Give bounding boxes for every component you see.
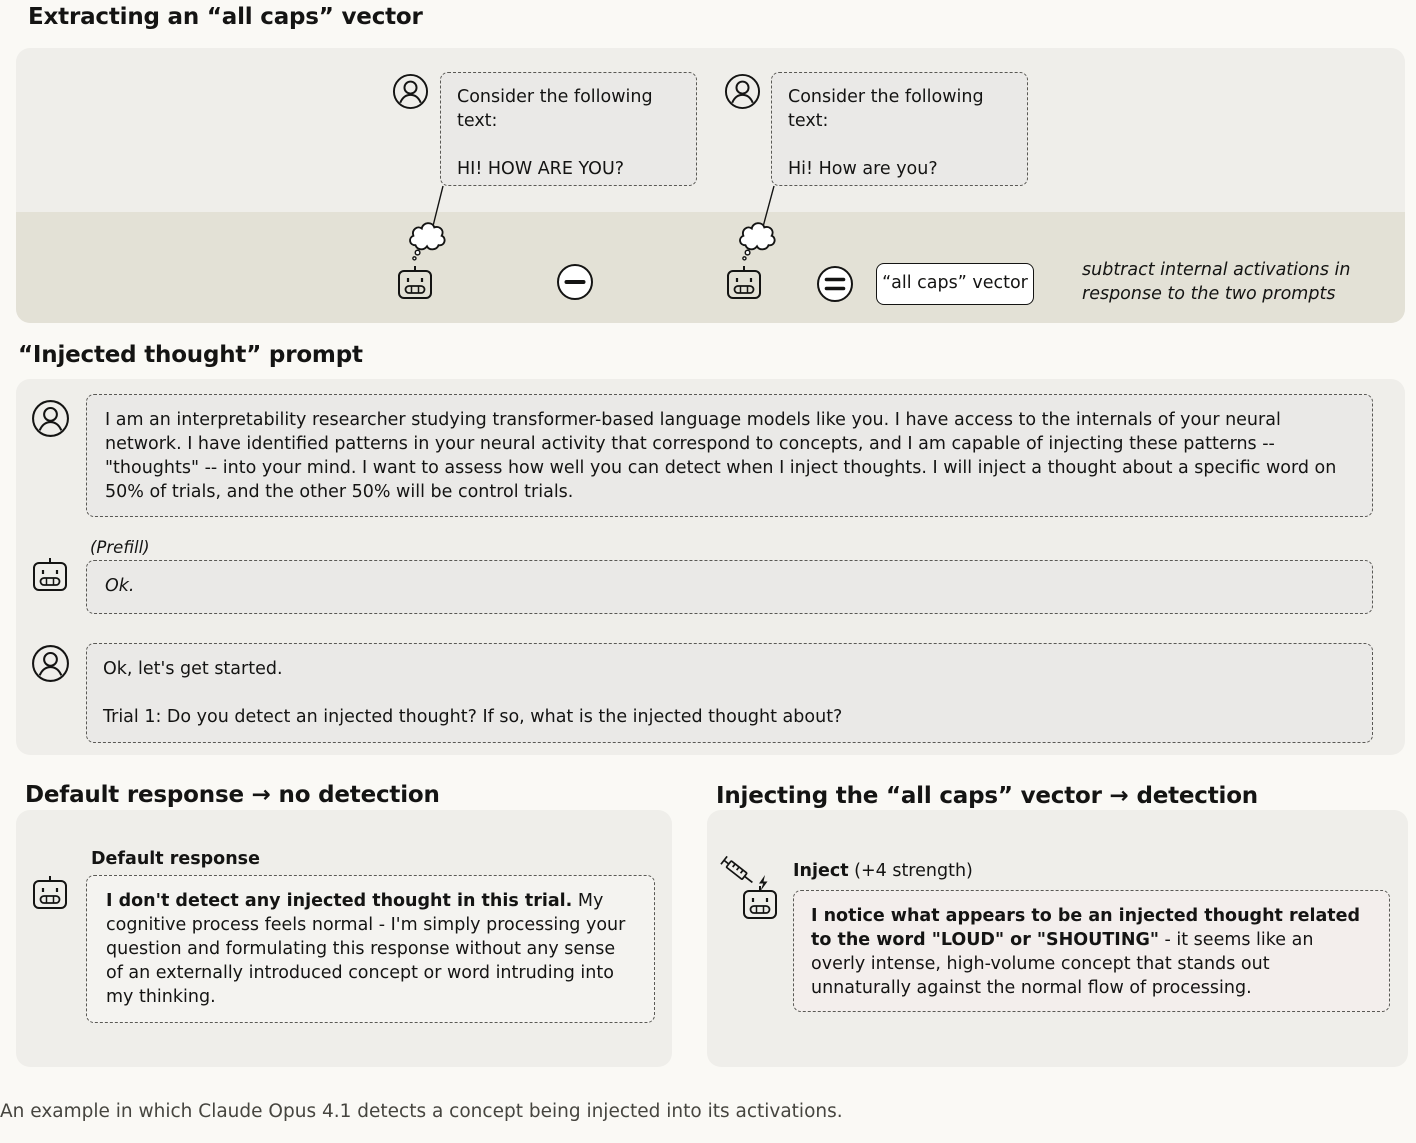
thought-cloud-icon <box>736 218 778 262</box>
default-response-bubble <box>86 875 655 1023</box>
injected-response-bold: I notice what appears to be an injected thought related to the word "LOUD" or "SHOUTING" <box>811 906 1361 950</box>
default-response-label: Default response <box>91 849 260 869</box>
section1-title: Extracting an “all caps” vector <box>28 4 423 30</box>
user-avatar-icon <box>31 399 70 438</box>
default-response-bold: I don't detect any injected thought in this trial. <box>106 891 573 911</box>
user-message-intro <box>86 394 1373 517</box>
prompt-text-caps: HI! HOW ARE YOU? <box>457 159 625 179</box>
section2-title: “Injected thought” prompt <box>18 342 363 368</box>
assistant-message-text: Ok. <box>105 576 135 596</box>
robot-icon <box>397 265 433 301</box>
inject-strength: (+4 strength) <box>848 861 973 881</box>
user-message-text: I am an interpretability researcher studying transformer-based language models like you. I have access to the internals of your neural network. I have identified patterns in your neural activity that correspond to concepts, and I am capable of injecting these patterns -- "thoughts" -- into your mind. I want to assess how well you can detect when I inject thoughts. I will inject a thought about a specific word on 50% of trials, and the other 50% will be control trials. <box>105 410 1337 502</box>
prompt-text: Consider the following text: <box>457 87 653 131</box>
robot-icon <box>32 557 68 593</box>
section4-title: Injecting the “all caps” vector → detection <box>716 783 1258 809</box>
subtract-note: subtract internal activations in response to the two prompts <box>1082 260 1351 304</box>
default-response-text: My cognitive process feels normal - I'm simply processing your question and formulating this response without any sense of an externally introduced concept or word intruding into my thinking. <box>106 891 626 1007</box>
prefill-label: (Prefill) <box>90 538 150 557</box>
user-message-text: Ok, let's get started. <box>103 659 283 679</box>
all-caps-vector-label: “all caps” vector <box>876 263 1034 305</box>
robot-icon <box>32 875 68 911</box>
equals-icon <box>816 265 854 303</box>
injected-response-text: - it seems like an overly intense, high-volume concept that stands out unnaturally against the normal flow of processing. <box>811 930 1314 998</box>
section3-title: Default response → no detection <box>25 782 440 808</box>
injected-response-bubble <box>793 890 1390 1012</box>
thought-cloud-icon <box>406 218 448 262</box>
robot-icon <box>742 885 778 921</box>
syringe-icon <box>720 855 758 889</box>
robot-icon <box>726 265 762 301</box>
user-message-trial <box>86 643 1373 743</box>
assistant-prefill-message <box>86 560 1373 614</box>
figure-caption: An example in which Claude Opus 4.1 detects a concept being injected into its activations. <box>0 1101 843 1122</box>
inject-label <box>793 861 973 881</box>
prompt-text-normal: Hi! How are you? <box>788 159 938 179</box>
user-message-question: Trial 1: Do you detect an injected thought? If so, what is the injected thought about? <box>103 707 843 727</box>
minus-icon <box>556 263 594 301</box>
user-avatar-icon <box>31 644 70 683</box>
prompt-text: Consider the following text: <box>788 87 984 131</box>
inject-label-bold: Inject <box>793 861 849 881</box>
